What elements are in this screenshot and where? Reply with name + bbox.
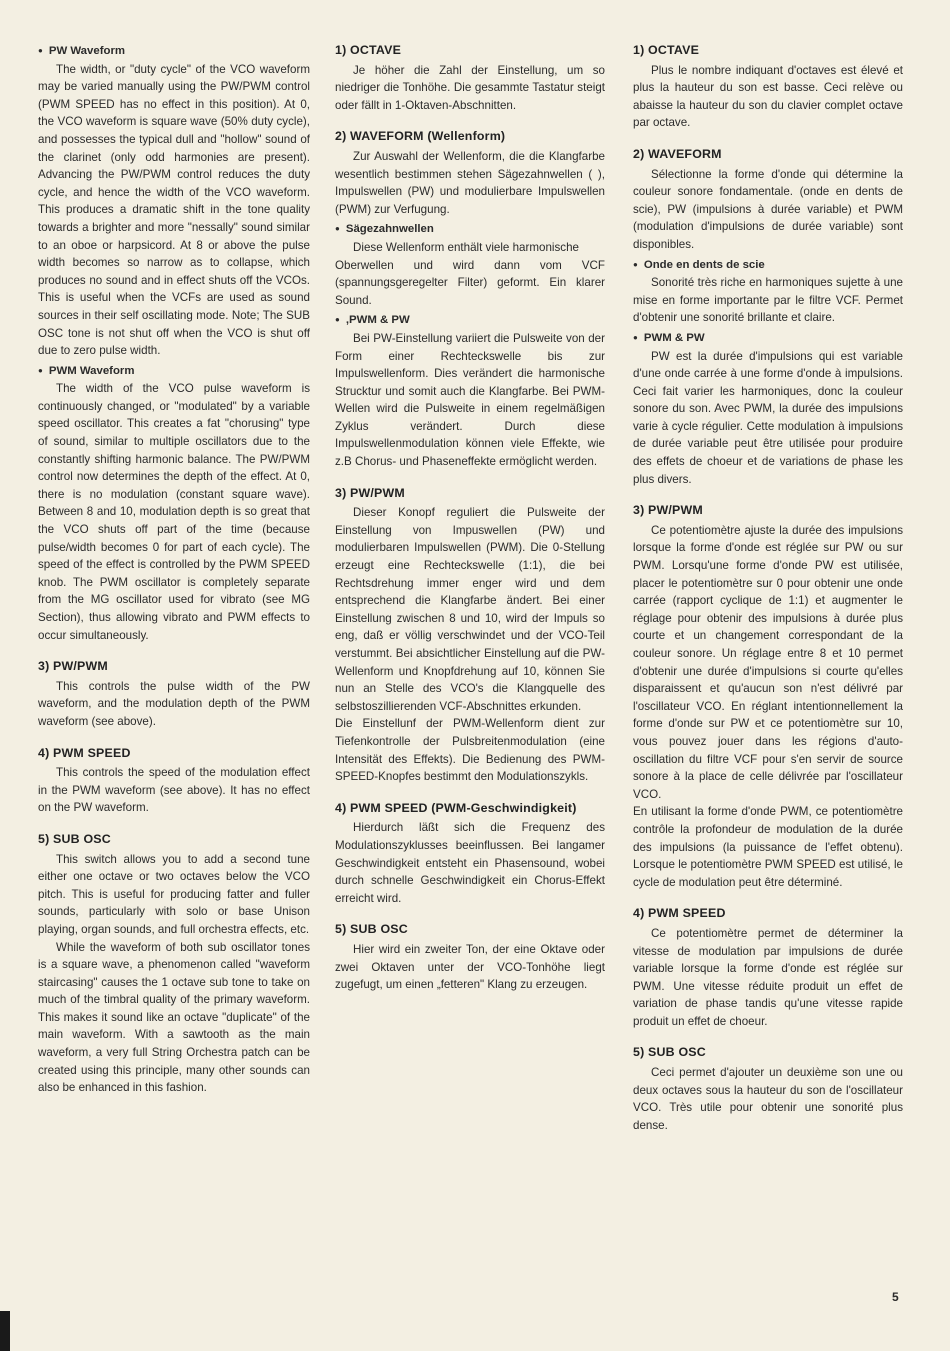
pwm-speed-heading-de: 4) PWM SPEED (PWM-Geschwindigkeit) <box>335 800 577 815</box>
pwm-speed-text-fr: Ce potentiomètre permet de déterminer la vitesse de modulation par impulsions de durée variable lorsque la forme d'onde est réglée sur PWM. Une vitesse réduite produit un effet de variation de phase tandis qu'une vitesse rapide produit un effet de choeur. <box>633 926 903 1028</box>
pw-waveform-heading: ● PW Waveform <box>38 42 310 61</box>
english-column <box>38 40 310 1097</box>
pwm-speed-text: This controls the speed of the modulation effect in the PWM waveform (see above). It has no effect on the PW waveform. <box>38 766 310 815</box>
pwm-pw-text-de: Bei PW-Einstellung variiert die Pulsweite von der Form einer Rechteckswelle bis zur Impulswellenform. Dies verändert die harmonische Strucktur und somit auch die Klangfarbe. Bei PWM-Wellen wird die Pulsweite in einem regelmäßigen Zyklus verändert. Durch diese Impulswellenmodulation können viele Effekte, wie z.B Chorus- und Phaseneffekte ermöglicht werden. <box>335 331 605 469</box>
saegezahn-text-2: Oberwellen und wird dann vom VCF (spannungsgeregelter Filter) geformt. Ein klarer Sound. <box>335 258 605 307</box>
sub-osc-text-2: While the waveform of both sub oscillator tones is a square wave, a phenomenon called "waveform staircasing" causes the 1 octave sub tone to take on much of the timbral quality of the primary waveform. This makes it sound like an octave "duplicate" of the main waveform. With a sawtooth as the main waveform, a very full String Orchestra patch can be created using this principle, many other sounds can also be enhanced in this fashion. <box>38 940 310 1095</box>
page-number: 5 <box>892 1290 899 1304</box>
pw-pwm-text-de-1: Dieser Konopf reguliert die Pulsweite der Einstellung von Impuswellen (PW) und modulierbaren Impulswellen (PWM). Die 0-Stellung erzeugt eine Rechteckswelle (1:1), die bei Rechtsdrehung immer enger wird und dem entsprechend die Klangfarbe ändert. Bei einer Einstellung zwischen 8 und 10, wird der Impuls so eng, daß er völlig verschwindet und der VCO-Teil verstummt. Bei absichtlicher Einstellung auf die PW-Wellenform und Knopfdrehung auf 10, können Sie nun an Stelle des VCO's die Klangquelle des selbstoszillierenden VCF-Abschnittes erkunden. <box>335 506 605 713</box>
pwm-pw-heading-fr: ● PWM & PW <box>633 329 903 348</box>
pw-pwm-text-fr-2: En utilisant la forme d'onde PWM, ce potentiomètre contrôle la profondeur de modulation de la durée des impulsions (la puissance de l'effet obtenu). Lorsque le potentiomètre PWM SPEED est utilisé, le cycle de modulation peut être déterminé. <box>633 805 903 889</box>
pw-pwm-text-de-2: Die Einstellunf der PWM-Wellenform dient zur Tiefenkontrolle der Pulsbreitenmodulation (eine Intensität des Effekts). Die Bedienung des PWM-SPEED-Knopfes bestimmt den Modulationszykls. <box>335 717 605 784</box>
page-edge-mark <box>0 1311 10 1351</box>
pwm-waveform-text: The width of the VCO pulse waveform is continuously changed, or "modulated" by a variable speed oscillator. This creates a fat "chorusing" type of sound, similar to multiple oscillators due to the constantly shifting harmonic balance. The PW/PWM control now determines the depth of the effect. At 0, there is no modulation (constant square wave). Between 8 and 10, modulation depth is so great that the VCO shuts off part of the time (because pulse/width becomes 0 for part of each cycle). The speed of the effect is controlled by the PWM SPEED knob. The PWM oscillator is completely separate from the MG oscillator used for vibrato (see MG Section), thus allowing vibrato and PWM effects to occur simultaneously. <box>38 382 310 642</box>
sub-osc-heading-fr: 5) SUB OSC <box>633 1045 706 1060</box>
pw-pwm-text-fr-1: Ce potentiomètre ajuste la durée des impulsions lorsque la forme d'onde est réglée sur PW ou sur PWM. Lorsqu'une forme d'onde PW est utilisée, placer le potentiomètre sur 0 pour obtenir une onde carrée (rapport cyclique de 1:1) et augmenter le réglage pour obtenir des impulsions à durée plus courte et un changement correspondant de la couleur sonore. Un réglage entre 8 et 10 permet d'obtenir une durée d'impulsions si courte qu'elles disparaissent et qu'aucun son n'est délivré par l'oscillateur VCO. En réglant intentionnellement la forme d'onde sur PW et ce potentiomètre sur 10, vous pouvez jouer dans les régions d'auto-oscillation du filtre VCF pour s'en servir de source sonore à la place de celle délivrée par l'oscillateur VCO. <box>633 523 903 801</box>
pw-pwm-heading-de: 3) PW/PWM <box>335 485 405 500</box>
waveform-text-de: Zur Auswahl der Wellenform, die die Klangfarbe wesentlich bestimmen stehen Sägezahnwellen ( ), Impulswellen (PW) und modulierbare Impulswellen (PWM) zur Verfugung. <box>335 149 605 216</box>
pw-pwm-text: This controls the pulse width of the PW waveform, and the modulation depth of the PWM waveform (see above). <box>38 679 310 728</box>
french-column <box>633 40 903 1134</box>
octave-heading-fr: 1) OCTAVE <box>633 43 700 57</box>
pw-pwm-heading-fr: 3) PW/PWM <box>633 503 703 518</box>
sub-osc-text-fr: Ceci permet d'ajouter un deuxième son une ou deux octaves sous la hauteur du son de l'oscillateur VCO. Très utile pour obtenir une sonorité plus dense. <box>633 1066 903 1132</box>
scie-text: Sonorité très riche en harmoniques sujette à une mise en forme importante par le filtre VCF. Permet d'obtenir une sonorité brillante et claire. <box>633 276 903 325</box>
pwm-speed-text-de: Hierdurch läßt sich die Frequenz des Modulationszyklusses beeinflussen. Bei langamer Geschwindigkeit entsteht ein Phasensound, wobei durch schnelle Geschwindigkeit ein Chorus-Effekt erreicht wird. <box>335 821 605 905</box>
german-column <box>335 40 605 994</box>
pwm-speed-heading-fr: 4) PWM SPEED <box>633 906 726 921</box>
pw-pwm-heading: 3) PW/PWM <box>38 659 108 674</box>
sub-osc-text-1: This switch allows you to add a second tune either one octave or two octaves below the VCO pitch. This is useful for producing fatter and fuller sounds, particularly with solo or base Unison playing, organ sounds, and full orchestra effects, etc. <box>38 852 310 936</box>
pw-waveform-text: The width, or "duty cycle" of the VCO waveform may be varied manually using the PW/PWM control (PWM SPEED has no effect in this position). At 0, the VCO waveform is square wave (50% duty cycle), and possesses the typical dull and "hollow" sound of the clarinet (only odd harmonies are present). Advancing the PW/PWM control reduces the duty cycle, and hence the width of the VCO waveform. This produces a dramatic shift in the tone quality towards a brighter and more "nessally" sound similar to an oboe or harpsicord. At 8 or above the pulse width becomes so narrow as to collapse, which produces no sound and in effect shuts off the VCOs. This is useful when the VCFs are used as sound sources in their self oscillating mode. Note; The SUB OSC tone is not shut off when the VCO is shut off due to zero pulse width. <box>38 62 310 358</box>
waveform-heading-de: 2) WAVEFORM (Wellenform) <box>335 129 506 144</box>
sub-osc-heading: 5) SUB OSC <box>38 831 111 846</box>
saegezahn-heading: ● Sägezahnwellen <box>335 220 605 239</box>
pwm-speed-heading: 4) PWM SPEED <box>38 745 131 760</box>
octave-text-de: Je höher die Zahl der Einstellung, um so niedriger die Tonhöhe. Die gesammte Tastatur steigt oder fällt in 1-Oktaven-Abschnitten. <box>335 63 605 112</box>
pwm-pw-text-fr: PW est la durée d'impulsions qui est variable d'une onde carrée à une forme d'onde à impulsions. Ceci fait varier les harmoniques, donc la couleur sonore du son. Avec PWM, la durée des impulsions varie à cycle régulier. Cette modulation à impulsions de durée variable peut être utilisée pour produire des effets de choeur et de variations de phase les plus divers. <box>633 349 903 486</box>
pwm-pw-heading-de: ● ,PWM & PW <box>335 311 605 330</box>
waveform-heading-fr: 2) WAVEFORM <box>633 146 722 161</box>
octave-text-fr: Plus le nombre indiquant d'octaves est élevé et plus la hauteur du son est basse. Ceci relève ou abaisse la hauteur du son du clavier complet octave par octave. <box>633 63 903 130</box>
waveform-text-fr: Sélectionne la forme d'onde qui détermine la couleur sonore fondamentale. (onde en dents de scie), PW (impulsions à durée variable) et PWM (modulation d'impulsions de durée variable) sont disponibles. <box>633 167 903 251</box>
pwm-waveform-heading: ● PWM Waveform <box>38 362 310 381</box>
octave-heading-de: 1) OCTAVE <box>335 43 402 57</box>
sub-osc-heading-de: 5) SUB OSC <box>335 922 408 937</box>
sub-osc-text-de: Hier wird ein zweiter Ton, der eine Oktave oder zwei Oktaven unter der VCO-Tonhöhe liegt zugefugt, um einen „fetteren" Klang zu erzeugen. <box>335 942 605 992</box>
scie-heading: ● Onde en dents de scie <box>633 256 903 275</box>
saegezahn-text-1: Diese Wellenform enthält viele harmonische <box>353 240 579 254</box>
